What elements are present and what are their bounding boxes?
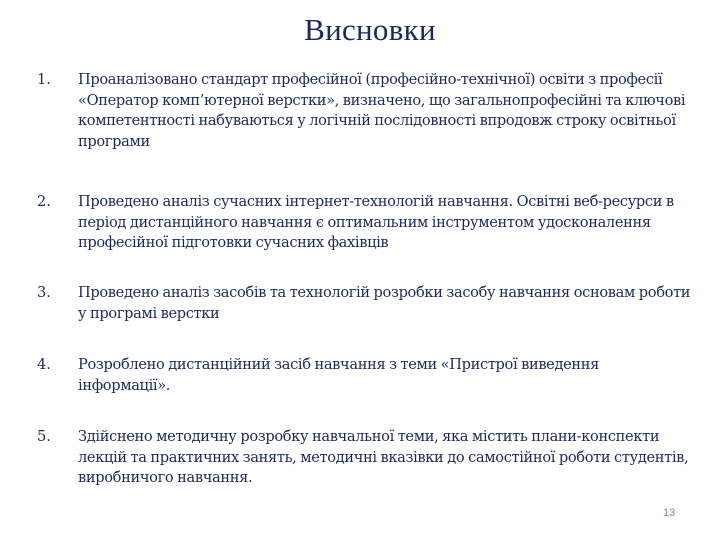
list-item-text: Здійснено методичну розробку навчальної теми, яка містить плани-конспекти лекцій та практичних занять, методичні вказівки до самостійної роботи студентів, виробничого навчання. (78, 428, 689, 486)
page-number: 13 (663, 507, 676, 519)
list-item-number: 1. (37, 71, 51, 88)
list-item-text: Проведено аналіз сучасних інтернет-технологій навчання. Освітні веб-ресурси в період дистанційного навчання є оптимальним інструментом удосконалення професійної підготовки сучасних фахівців (78, 193, 674, 251)
list-item-text: Розроблено дистанційний засіб навчання з теми «Пристрої виведення інформації». (78, 356, 600, 394)
list-item-text: Проаналізовано стандарт професійної (професійно-технічної) освіти з професії «Оператор комп’ютерної верстки», визначено, що загальнопрофесійні та ключові компетентності набуваються у логічній послідовності впродовж строку освітньої програми (78, 71, 686, 150)
list-item-number: 3. (37, 284, 51, 301)
list-item-number: 5. (37, 428, 51, 445)
list-item-text: Проведено аналіз засобів та технологій розробки засобу навчання основам роботи у програмі верстки (78, 284, 691, 322)
list-item-number: 4. (37, 356, 51, 373)
slide-title: Висновки (304, 12, 436, 47)
list-item-number: 2. (37, 193, 51, 210)
